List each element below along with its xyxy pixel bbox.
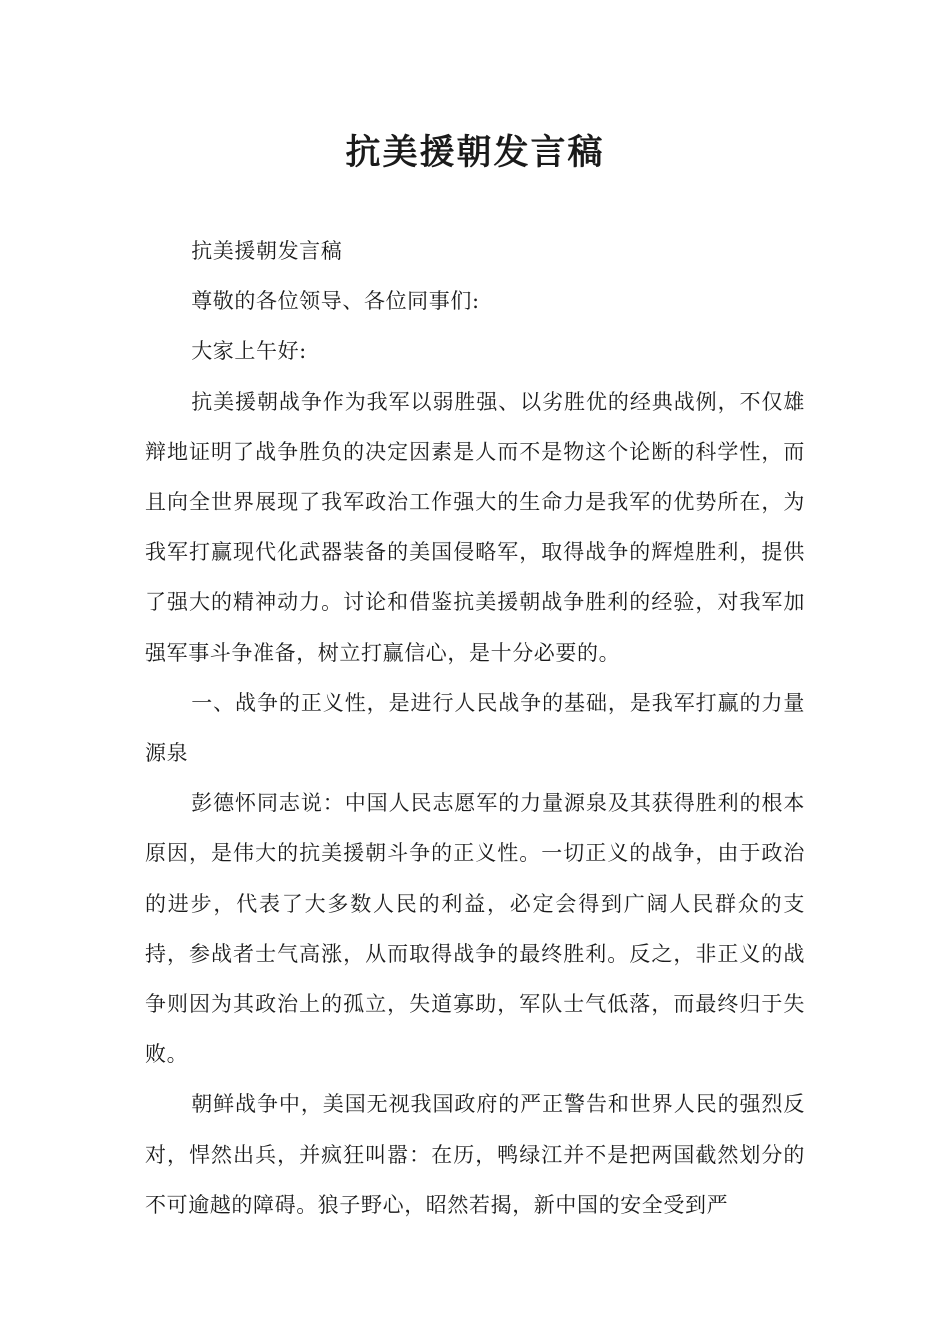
paragraph-section-one-heading: 一、战争的正义性，是进行人民战争的基础，是我军打赢的力量源泉 — [145, 690, 805, 766]
paragraph-korean-war: 朝鲜战争中，美国无视我国政府的严正警告和世界人民的强烈反对，悍然出兵，并疯狂叫嚣：在历，鸭绿江并不是把两国截然划分的不可逾越的障碍。狼子野心，昭然若揭，新中国的安全受到严 — [145, 1092, 805, 1217]
document-title: 抗美援朝发言稿 — [345, 132, 605, 173]
paragraph-peng-dehuai-quote: 彭德怀同志说：中国人民志愿军的力量源泉及其获得胜利的根本原因，是伟大的抗美援朝斗争的正义性。一切正义的战争，由于政治的进步，代表了大多数人民的利益，必定会得到广阔人民群众的支持，参战者士气高涨，从而取得战争的最终胜利。反之，非正义的战争则因为其政治上的孤立，失道寡助，军队士气低落，而最终归于失败。 — [145, 791, 805, 1067]
paragraph-intro: 抗美援朝战争作为我军以弱胜强、以劣胜优的经典战例，不仅雄辩地证明了战争胜负的决定因素是人而不是物这个论断的科学性，而且向全世界展现了我军政治工作强大的生命力是我军的优势所在，为我军打赢现代化武器装备的美国侵略军，取得战争的辉煌胜利，提供了强大的精神动力。讨论和借鉴抗美援朝战争胜利的经验，对我军加强军事斗争准备，树立打赢信心，是十分必要的。 — [145, 389, 805, 665]
paragraph-heading: 抗美援朝发言稿 — [191, 239, 343, 263]
paragraph-salutation: 尊敬的各位领导、各位同事们: — [191, 289, 480, 314]
document-body — [145, 226, 805, 1230]
paragraph-greeting: 大家上午好: — [191, 339, 307, 364]
